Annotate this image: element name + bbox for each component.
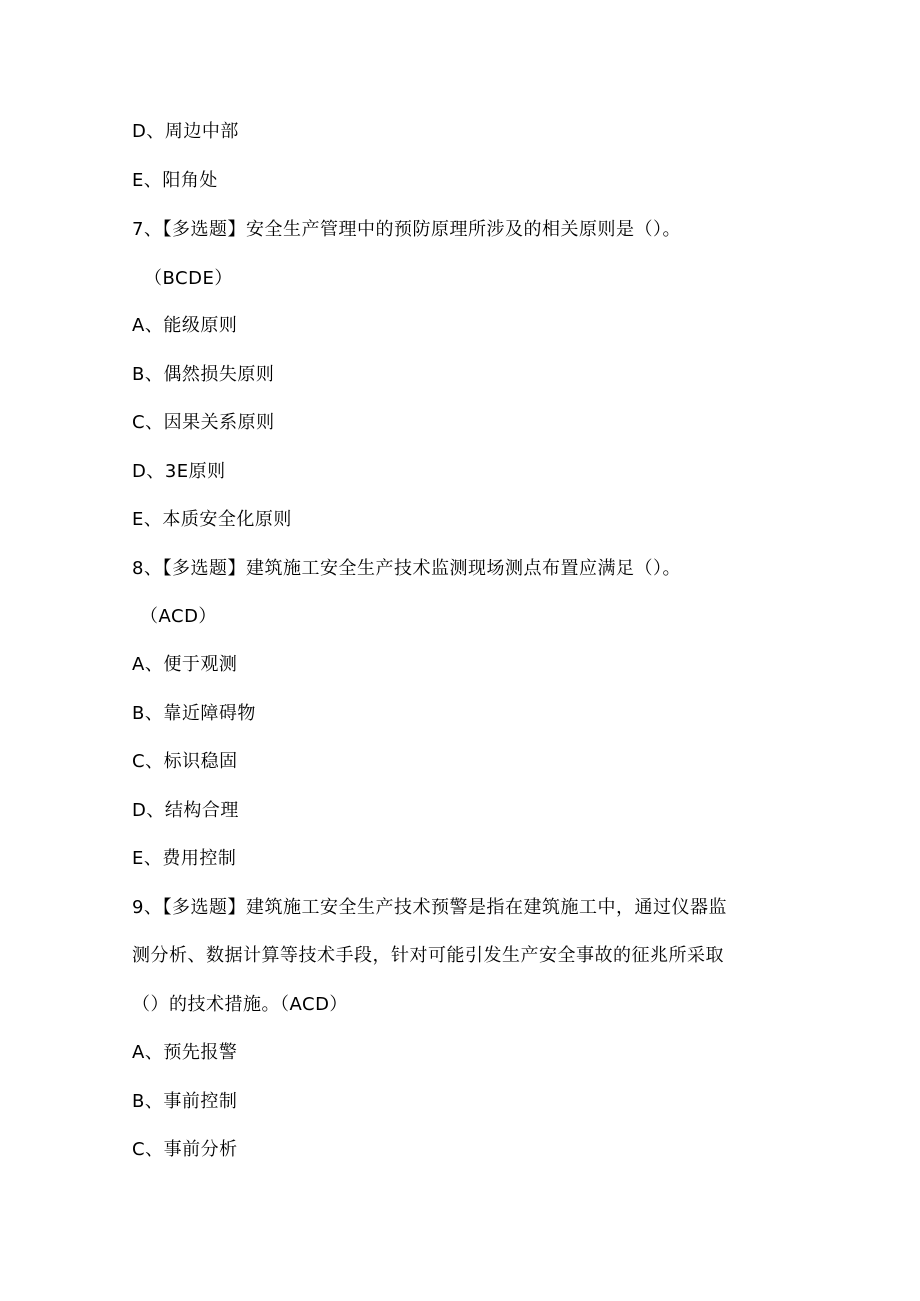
q6-option-d: D、周边中部: [132, 121, 239, 142]
q6-option-e: E、阳角处: [132, 170, 218, 191]
q7-option-a: A、能级原则: [132, 315, 238, 336]
q9-question-line2: 测分析、数据计算等技术手段，针对可能引发生产安全事故的征兆所采取: [132, 945, 724, 966]
q7-option-e: E、本质安全化原则: [132, 509, 292, 530]
q7-question: 7、【多选题】安全生产管理中的预防原理所涉及的相关原则是（）。: [132, 219, 681, 240]
q9-option-a: A、预先报警: [132, 1042, 238, 1063]
q8-option-a: A、便于观测: [132, 654, 238, 675]
q8-option-b: B、靠近障碍物: [132, 703, 256, 724]
q8-answer: （ACD）: [140, 606, 217, 627]
q7-option-b: B、偶然损失原则: [132, 364, 275, 385]
q8-question: 8、【多选题】建筑施工安全生产技术监测现场测点布置应满足（）。: [132, 558, 681, 579]
q9-question-line1: 9、【多选题】建筑施工安全生产技术预警是指在建筑施工中，通过仪器监: [132, 897, 727, 918]
q8-option-d: D、结构合理: [132, 800, 239, 821]
q9-question-line3: （）的技术措施。（ACD）: [132, 994, 348, 1015]
q8-option-e: E、费用控制: [132, 848, 237, 869]
q7-option-d: D、3E原则: [132, 461, 226, 482]
q9-option-b: B、事前控制: [132, 1091, 238, 1112]
q7-option-c: C、因果关系原则: [132, 412, 275, 433]
q8-option-c: C、标识稳固: [132, 751, 238, 772]
q9-option-c: C、事前分析: [132, 1139, 238, 1160]
q7-answer: （BCDE）: [144, 268, 233, 289]
